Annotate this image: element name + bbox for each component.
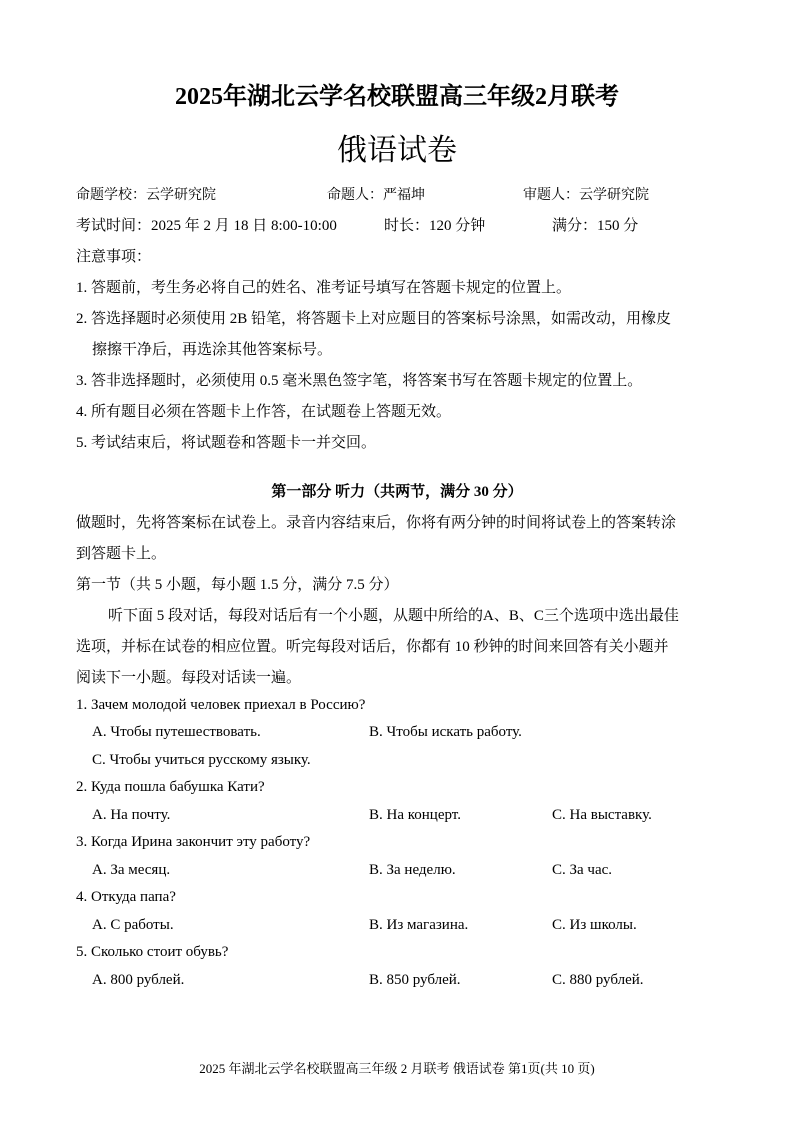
option-c: C. 880 рублей.: [552, 972, 644, 988]
option-c: C. Чтобы учиться русскому языку.: [92, 752, 311, 768]
note-item: 3. 答非选择题时，必须使用 0.5 毫米黑色签字笔，将答案书写在答题卡规定的位置上。: [76, 373, 643, 389]
part1-heading: 第一部分 听力（共两节，满分 30 分）: [271, 484, 523, 500]
instructions: 听下面 5 段对话，每段对话后有一个小题，从题中所给的A、B、C三个选项中选出最佳: [108, 608, 679, 624]
option-c: C. Из школы.: [552, 917, 637, 933]
info-school: 命题学校：云学研究院: [76, 188, 216, 203]
option-a: A. С работы.: [92, 917, 174, 933]
option-b: B. На концерт.: [369, 807, 461, 823]
question-1: 1. Зачем молодой человек приехал в Россию?: [76, 697, 366, 713]
option-a: A. На почту.: [92, 807, 171, 823]
info-duration: 时长：120 分钟: [384, 218, 486, 234]
option-b: B. За неделю.: [369, 862, 456, 878]
option-b: B. Чтобы искать работу.: [369, 724, 522, 740]
note-item: 擦擦干净后，再选涂其他答案标号。: [92, 342, 333, 358]
note-item: 4. 所有题目必须在答题卡上作答，在试题卷上答题无效。: [76, 404, 452, 420]
page-footer: 2025 年湖北云学名校联盟高三年级 2 月联考 俄语试卷 第1页(共 10 页): [199, 1061, 595, 1076]
option-b: B. 850 рублей.: [369, 972, 461, 988]
exam-title: 2025年湖北云学名校联盟高三年级2月联考: [175, 84, 619, 110]
note-item: 2. 答选择题时必须使用 2B 铅笔，将答题卡上对应题目的答案标号涂黑，如需改动，用橡皮: [76, 311, 672, 327]
note-item: 1. 答题前，考生务必将自己的姓名、准考证号填写在答题卡规定的位置上。: [76, 280, 572, 296]
part1-intro: 到答题卡上。: [76, 546, 167, 562]
exam-subtitle: 俄语试卷: [337, 134, 457, 167]
option-a: A. Чтобы путешествовать.: [92, 724, 261, 740]
info-reviewer: 审题人：云学研究院: [523, 188, 649, 203]
option-a: A. За месяц.: [92, 862, 171, 878]
info-score: 满分：150 分: [552, 218, 639, 234]
option-a: A. 800 рублей.: [92, 972, 185, 988]
instructions: 阅读下一小题。每段对话读一遍。: [76, 670, 302, 686]
question-4: 4. Откуда папа?: [76, 889, 176, 905]
option-c: C. За час.: [552, 862, 613, 878]
question-3: 3. Когда Ирина закончит эту работу?: [76, 834, 311, 850]
note-item: 5. 考试结束后，将试题卷和答题卡一并交回。: [76, 435, 377, 451]
info-author: 命题人：严福坤: [327, 188, 425, 203]
part1-intro: 做题时，先将答案标在试卷上。录音内容结束后，你将有两分钟的时间将试卷上的答案转涂: [76, 515, 677, 531]
option-b: B. Из магазина.: [369, 917, 469, 933]
question-5: 5. Сколько стоит обувь?: [76, 944, 229, 960]
notes-title: 注意事项：: [76, 249, 152, 265]
instructions: 选项，并标在试卷的相应位置。听完每段对话后，你都有 10 秒钟的时间来回答有关小题并: [76, 639, 669, 655]
option-c: C. На выставку.: [552, 807, 652, 823]
info-time: 考试时间：2025 年 2 月 18 日 8:00-10:00: [76, 218, 337, 234]
question-2: 2. Куда пошла бабушка Кати?: [76, 779, 265, 795]
section1-heading: 第一节（共 5 小题，每小题 1.5 分，满分 7.5 分）: [76, 577, 399, 593]
